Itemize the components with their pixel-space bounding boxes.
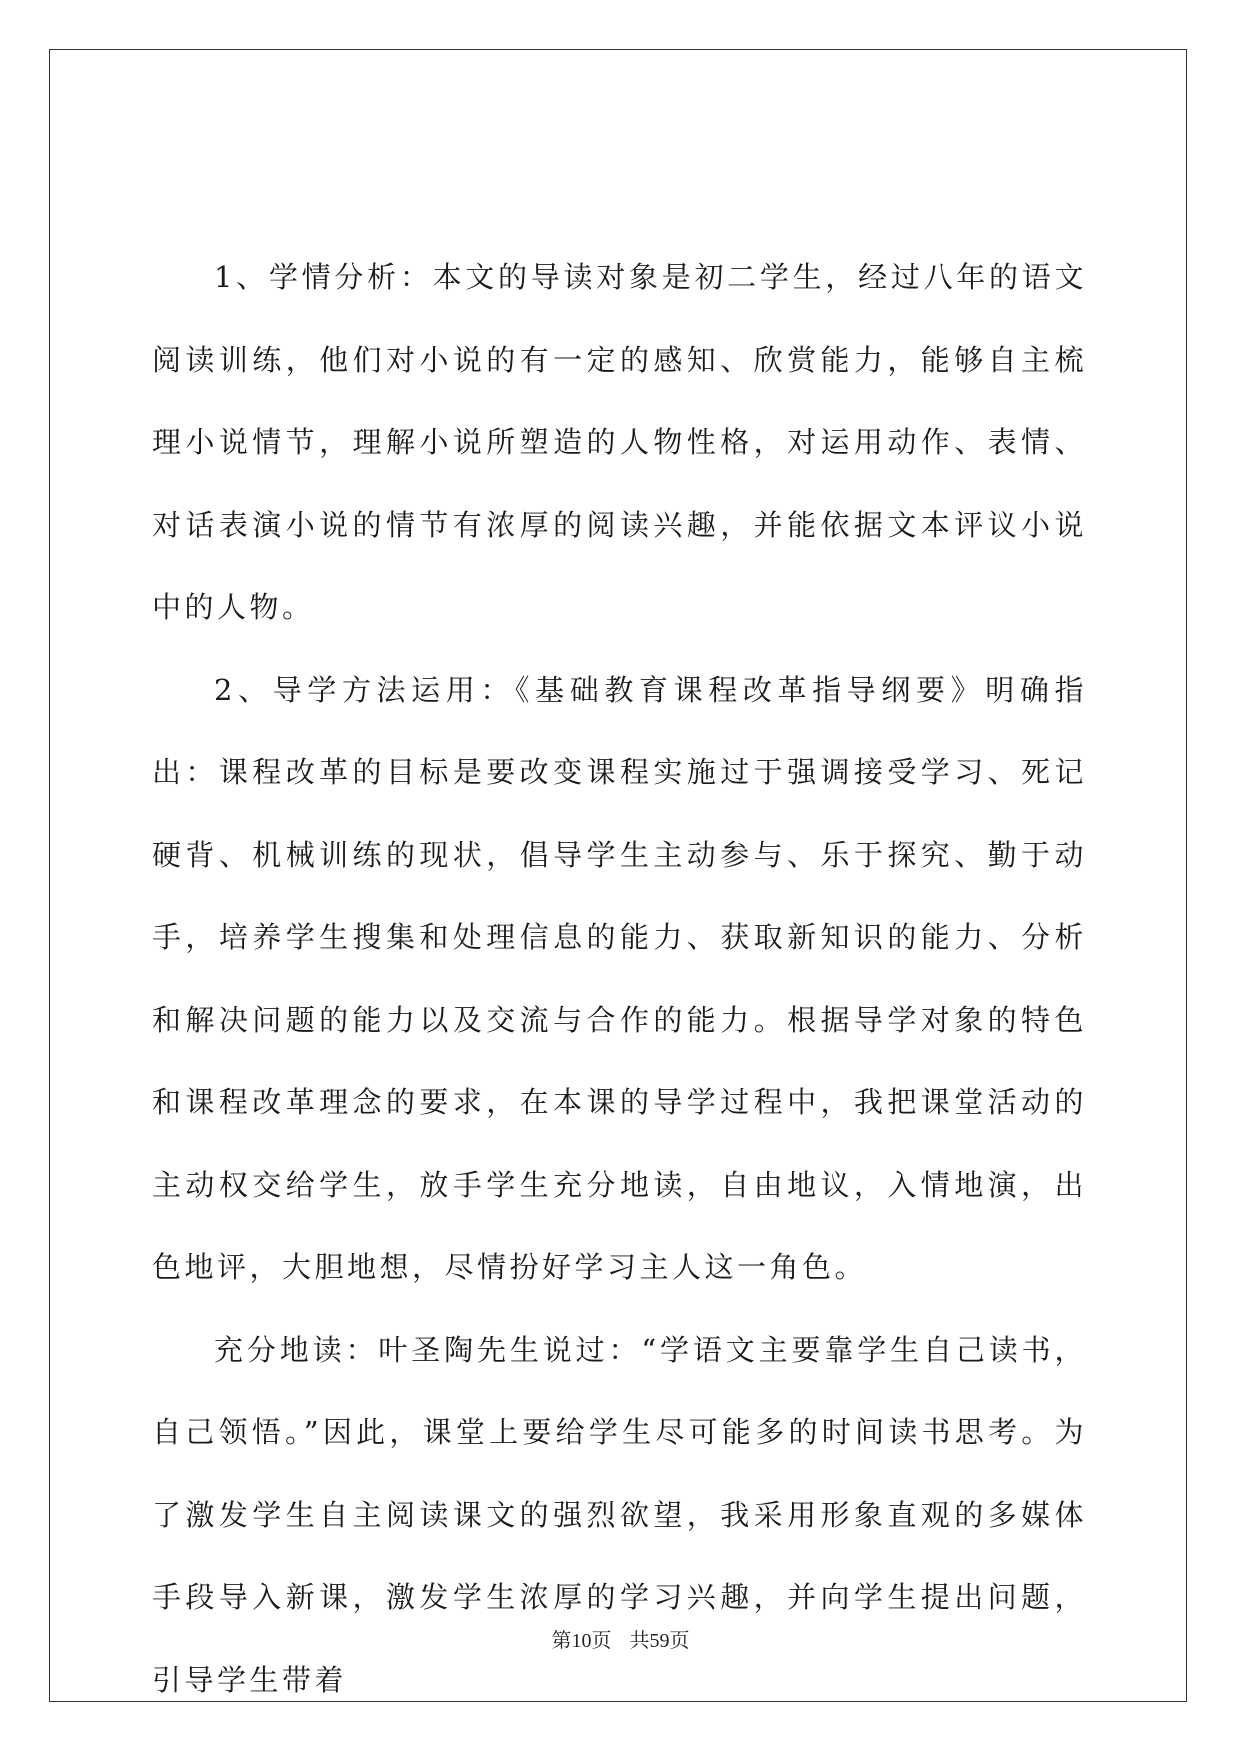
total-suffix: 页	[669, 1628, 690, 1652]
total-pages: 59	[649, 1630, 670, 1652]
page-suffix: 页	[591, 1628, 612, 1652]
page-prefix: 第	[551, 1628, 572, 1652]
paragraph-student-analysis: 1、学情分析：本文的导读对象是初二学生，经过八年的语文阅读训练，他们对小说的有一定的感知、欣赏能力，能够自主梳理小说情节，理解小说所塑造的人物性格，对运用动作、表情、对话表演小说的情节有浓厚的阅读兴趣，并能依据文本评议小说中的人物。	[152, 260, 1087, 624]
page-footer	[0, 1626, 1241, 1655]
total-prefix: 共	[629, 1628, 650, 1652]
page-number: 10	[571, 1630, 592, 1652]
paragraph-full-reading: 充分地读：叶圣陶先生说过：“学语文主要靠学生自己读书，自己领悟。”因此，课堂上要给学生尽可能多的时间读书思考。为了激发学生自主阅读课文的强烈欲望，我采用形象直观的多媒体手段导入新课，激发学生浓厚的学习兴趣，并向学生提出问题，引导学生带着	[152, 1332, 1087, 1697]
document-body	[152, 236, 1087, 1721]
paragraph-teaching-method: 2、导学方法运用：《基础教育课程改革指导纲要》明确指出：课程改革的目标是要改变课程实施过于强调接受学习、死记硬背、机械训练的现状，倡导学生主动参与、乐于探究、勤于动手，培养学生搜集和处理信息的能力、获取新知识的能力、分析和解决问题的能力以及交流与合作的能力。根据导学对象的特色和课程改革理念的要求，在本课的导学过程中，我把课堂活动的主动权交给学生，放手学生充分地读，自由地议，入情地演，出色地评，大胆地想，尽情扮好学习主人这一角色。	[152, 672, 1087, 1284]
